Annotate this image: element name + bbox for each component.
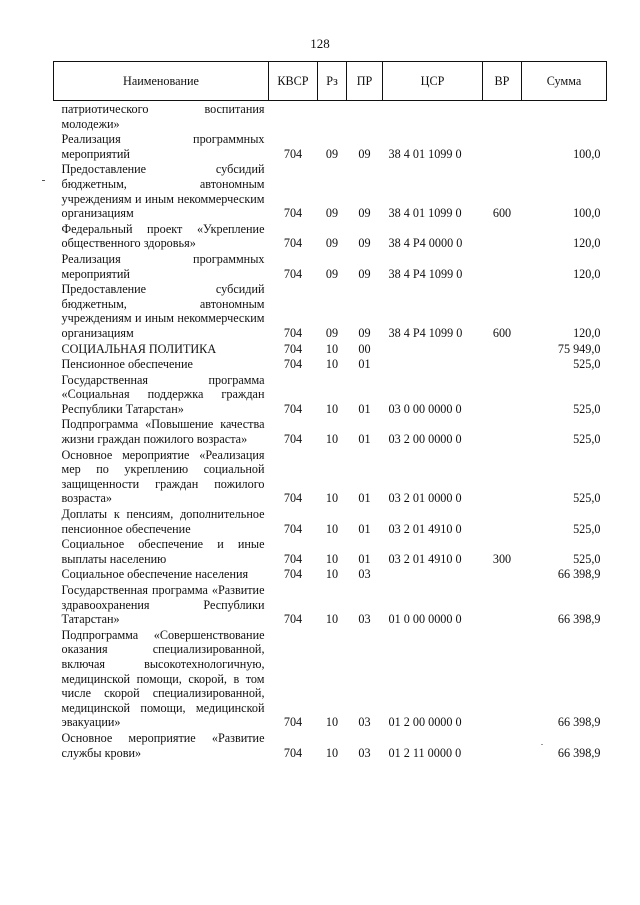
cell-name: Государственная программа «Социальная поддержка граждан Республики Татарстан»: [61, 372, 265, 416]
cell-vr: [483, 447, 522, 506]
cell-kvsr: 704: [283, 206, 303, 221]
cell-name: Подпрограмма «Совершенствование оказания специализированной, включая высокотехнологичную, медицинской помощи, скорой, в том числе скорой специализированной, медицинской помощи, медицинской эвакуации»: [61, 627, 265, 730]
cell-sum: 66 398,9: [557, 612, 601, 627]
cell-csr: 38 4 P4 0000 0: [388, 236, 463, 251]
cell-sum: 525,0: [573, 521, 601, 536]
cell-sum: 525,0: [573, 491, 601, 506]
cell-pr: 09: [358, 146, 371, 161]
cell-sum: 120,0: [573, 266, 601, 281]
cell-rz: 10: [325, 357, 339, 372]
table-row: [54, 221, 607, 251]
header-csr: ЦСР: [383, 62, 483, 101]
cell-name: Социальное обеспечение населения: [61, 567, 249, 582]
cell-kvsr: 704: [283, 567, 303, 582]
cell-kvsr: 704: [283, 236, 303, 251]
cell-rz: 09: [325, 266, 339, 281]
cell-name: Подпрограмма «Повышение качества жизни граждан пожилого возраста»: [61, 417, 265, 447]
table-row: [54, 131, 607, 161]
table-row: [54, 281, 607, 340]
cell-pr: 09: [358, 325, 371, 340]
cell-kvsr: 704: [283, 146, 303, 161]
scan-mark: [42, 180, 45, 181]
cell-vr: [483, 566, 522, 582]
table-row: [54, 582, 607, 627]
cell-rz: 10: [325, 341, 339, 356]
cell-vr: [483, 627, 522, 730]
cell-pr: 03: [358, 745, 371, 760]
cell-vr: [483, 251, 522, 281]
cell-sum: 120,0: [573, 325, 601, 340]
table-header: [54, 62, 607, 101]
cell-pr: 01: [358, 521, 371, 536]
cell-sum: [522, 101, 607, 132]
cell-name: Социальное обеспечение и иные выплаты населению: [61, 537, 265, 566]
cell-csr: 01 2 00 0000 0: [388, 715, 462, 730]
cell-vr: [483, 506, 522, 536]
table-row: [54, 447, 607, 506]
header-pr: ПР: [347, 62, 383, 101]
cell-rz: 09: [325, 236, 339, 251]
cell-vr: [483, 372, 522, 417]
cell-csr: 03 2 00 0000 0: [388, 432, 462, 447]
cell-vr: [483, 341, 522, 357]
cell-csr: [383, 566, 483, 582]
cell-pr: 09: [358, 236, 371, 251]
cell-vr: [483, 730, 522, 760]
table-row: [54, 730, 607, 760]
cell-name: Пенсионное обеспечение: [61, 357, 193, 372]
cell-sum: 66 398,9: [557, 745, 601, 760]
table-row: [54, 356, 607, 372]
cell-csr: 01 0 00 0000 0: [388, 612, 462, 627]
table-row: [54, 536, 607, 566]
cell-pr: 01: [358, 357, 371, 372]
cell-vr: 600: [492, 325, 512, 340]
cell-name: Предоставление субсидий бюджетным, автономным учреждениям и иным некоммерческим организациям: [61, 162, 265, 221]
cell-pr: [347, 101, 383, 132]
cell-sum: 100,0: [573, 206, 601, 221]
cell-sum: 75 949,0: [557, 341, 601, 356]
cell-csr: 03 2 01 4910 0: [388, 551, 462, 566]
cell-sum: 66 398,9: [557, 567, 601, 582]
cell-rz: 09: [325, 206, 339, 221]
table-row: [54, 161, 607, 220]
header-kvsr: КВСР: [269, 62, 318, 101]
cell-kvsr: 704: [283, 551, 303, 566]
table-row: [54, 416, 607, 446]
cell-name: Реализация программных мероприятий: [61, 132, 265, 161]
header-vr: ВР: [483, 62, 522, 101]
cell-pr: 01: [358, 551, 371, 566]
cell-sum: 525,0: [573, 432, 601, 447]
table-row: [54, 566, 607, 582]
cell-pr: 09: [358, 206, 371, 221]
cell-pr: 01: [358, 401, 371, 416]
table-row: [54, 251, 607, 281]
cell-name: патриотического воспитания молодежи»: [61, 102, 265, 131]
cell-name: Доплаты к пенсиям, дополнительное пенсионное обеспечение: [61, 507, 265, 536]
cell-rz: 10: [325, 432, 339, 447]
header-sum: Сумма: [522, 62, 607, 101]
cell-sum: 525,0: [573, 551, 601, 566]
cell-name: СОЦИАЛЬНАЯ ПОЛИТИКА: [61, 341, 217, 356]
cell-rz: 10: [325, 567, 339, 582]
cell-csr: [383, 341, 483, 357]
cell-sum: 120,0: [573, 236, 601, 251]
cell-kvsr: 704: [283, 266, 303, 281]
cell-csr: 01 2 11 0000 0: [388, 745, 462, 760]
cell-kvsr: [269, 101, 318, 132]
cell-pr: 03: [358, 612, 371, 627]
cell-name: Реализация программных мероприятий: [61, 251, 265, 281]
cell-csr: [383, 101, 483, 132]
cell-vr: 300: [492, 551, 512, 566]
cell-vr: [483, 131, 522, 161]
cell-vr: [483, 101, 522, 132]
header-rz: Рз: [318, 62, 347, 101]
cell-pr: 01: [358, 432, 371, 447]
cell-vr: [483, 221, 522, 251]
cell-kvsr: 704: [283, 715, 303, 730]
cell-name: Предоставление субсидий бюджетным, автономным учреждениям и иным некоммерческим организациям: [61, 282, 265, 340]
cell-sum: 525,0: [573, 357, 601, 372]
cell-csr: 03 2 01 0000 0: [388, 491, 462, 506]
cell-rz: 10: [325, 745, 339, 760]
cell-name: Основное мероприятие «Реализация мер по укреплению социальной защищенности граждан пожилого возраста»: [61, 447, 265, 506]
cell-kvsr: 704: [283, 325, 303, 340]
cell-kvsr: 704: [283, 491, 303, 506]
table-row: [54, 627, 607, 730]
table-body: [54, 101, 607, 761]
cell-kvsr: 704: [283, 521, 303, 536]
cell-pr: 03: [358, 715, 371, 730]
table-row: [54, 506, 607, 536]
cell-sum: 100,0: [573, 146, 601, 161]
cell-vr: [483, 582, 522, 627]
cell-kvsr: 704: [283, 357, 303, 372]
cell-kvsr: 704: [283, 341, 303, 356]
cell-name: Государственная программа «Развитие здравоохранения Республики Татарстан»: [61, 583, 265, 627]
cell-csr: 38 4 01 1099 0: [388, 146, 462, 161]
cell-csr: 38 4 01 1099 0: [388, 206, 462, 221]
cell-pr: 03: [358, 567, 371, 582]
budget-table: [53, 61, 607, 760]
cell-csr: 03 2 01 4910 0: [388, 521, 462, 536]
header-name: Наименование: [54, 62, 269, 101]
cell-rz: 10: [325, 612, 339, 627]
cell-rz: 10: [325, 551, 339, 566]
cell-rz: 10: [325, 401, 339, 416]
cell-name: Основное мероприятие «Развитие службы крови»: [61, 730, 265, 760]
cell-csr: 38 4 P4 1099 0: [388, 325, 463, 340]
cell-kvsr: 704: [283, 612, 303, 627]
table-row: [54, 372, 607, 417]
cell-rz: 10: [325, 491, 339, 506]
cell-kvsr: 704: [283, 432, 303, 447]
cell-pr: 01: [358, 491, 371, 506]
cell-csr: 38 4 P4 1099 0: [388, 266, 463, 281]
cell-rz: 09: [325, 325, 339, 340]
cell-rz: [318, 101, 347, 132]
cell-vr: [483, 356, 522, 372]
cell-pr: 00: [358, 341, 371, 356]
table-row: [54, 101, 607, 132]
cell-sum: 66 398,9: [557, 715, 601, 730]
cell-rz: 09: [325, 146, 339, 161]
cell-kvsr: 704: [283, 401, 303, 416]
cell-csr: [383, 356, 483, 372]
cell-name: Федеральный проект «Укрепление общественного здоровья»: [61, 221, 265, 251]
cell-rz: 10: [325, 521, 339, 536]
cell-csr: 03 0 00 0000 0: [388, 401, 462, 416]
page-number: 128: [310, 36, 330, 51]
cell-vr: [483, 416, 522, 446]
table-row: [54, 341, 607, 357]
cell-vr: 600: [492, 206, 512, 221]
cell-sum: 525,0: [573, 401, 601, 416]
cell-rz: 10: [325, 715, 339, 730]
cell-kvsr: 704: [283, 745, 303, 760]
cell-pr: 09: [358, 266, 371, 281]
